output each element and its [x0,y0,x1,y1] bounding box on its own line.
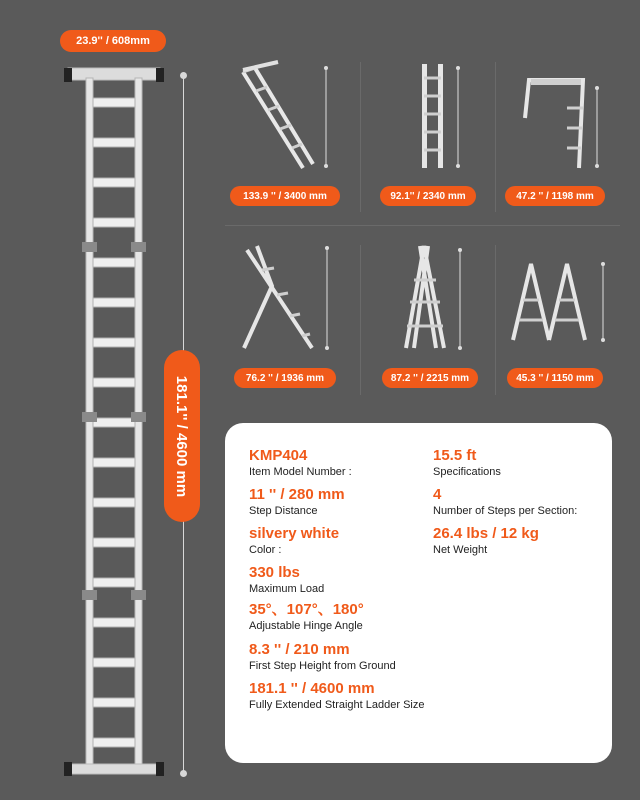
ladder-height-badge: 181.1'' / 4600 mm [164,350,200,522]
specs-card [225,423,612,763]
ladder-rung [93,458,135,467]
spec-first-step-height [249,641,396,673]
spec-value: 4 [433,486,442,503]
config-size-badge: 76.2 '' / 1936 mm [234,368,336,388]
config-size-badge: 92.1'' / 2340 mm [380,186,476,206]
spec-value: 35°、107°、180° [249,601,364,618]
config-straight-ladder [374,58,494,238]
spec-max-load [249,564,324,596]
measure-dot-top [180,72,187,79]
spec-extended-size [249,680,425,712]
spec-model [249,447,352,479]
spec-label: Item Model Number : [249,466,352,478]
spec-step-distance [249,486,345,518]
divider [495,62,496,212]
ladder-rung [93,658,135,667]
spec-value: 330 lbs [249,564,300,581]
ladder-rung [93,258,135,267]
config-a-frame-ladder [374,240,494,420]
ladder-rung [93,498,135,507]
spec-label: Number of Steps per Section: [433,505,578,517]
straight-ladder-illustration [64,60,164,780]
spec-label: Adjustable Hinge Angle [249,620,363,632]
spec-label: First Step Height from Ground [249,660,396,672]
config-double-a-frame-ladder [505,240,625,420]
ladder-rung [93,338,135,347]
spec-value: 8.3 '' / 210 mm [249,641,350,658]
divider [360,245,361,395]
spec-specifications [433,447,501,479]
spec-color [249,525,339,557]
divider [495,245,496,395]
spec-value: 15.5 ft [433,447,477,464]
spec-steps-per-section [433,486,577,518]
spec-label: Step Distance [249,505,318,517]
spec-value: silvery white [249,525,340,542]
ladder-rung [93,378,135,387]
config-size-badge: 47.2 '' / 1198 mm [505,186,605,206]
config-size-badge: 133.9 '' / 3400 mm [230,186,340,206]
spec-value: 26.4 lbs / 12 kg [433,525,539,542]
ladder-rung [93,578,135,587]
spec-label: Color : [249,544,282,556]
ladder-width-badge: 23.9'' / 608mm [60,30,166,52]
config-scaffold-ladder [505,58,625,238]
ladder-rung [93,98,135,107]
config-size-badge: 45.3 '' / 1150 mm [507,368,603,388]
ladder-rung [93,698,135,707]
ladder-rung [93,218,135,227]
spec-value: 181.1 '' / 4600 mm [249,680,375,697]
spec-label: Specifications [433,466,501,478]
config-wall-ladder [232,240,352,420]
spec-net-weight [433,525,539,557]
config-size-badge: 87.2 '' / 2215 mm [382,368,478,388]
spec-value: 11 '' / 280 mm [249,486,345,503]
ladder-rung [93,618,135,627]
ladder-rung [93,178,135,187]
ladder-rung [93,538,135,547]
ladder-rung [93,418,135,427]
spec-value: KMP404 [249,447,308,464]
measure-dot-bottom [180,770,187,777]
ladder-rung [93,738,135,747]
config-extension-ladder [228,58,348,238]
divider [360,62,361,212]
spec-hinge-angle [249,601,364,633]
ladder-rung [93,298,135,307]
spec-label: Fully Extended Straight Ladder Size [249,699,425,711]
spec-label: Maximum Load [249,583,325,595]
spec-label: Net Weight [433,544,488,556]
ladder-rung [93,138,135,147]
